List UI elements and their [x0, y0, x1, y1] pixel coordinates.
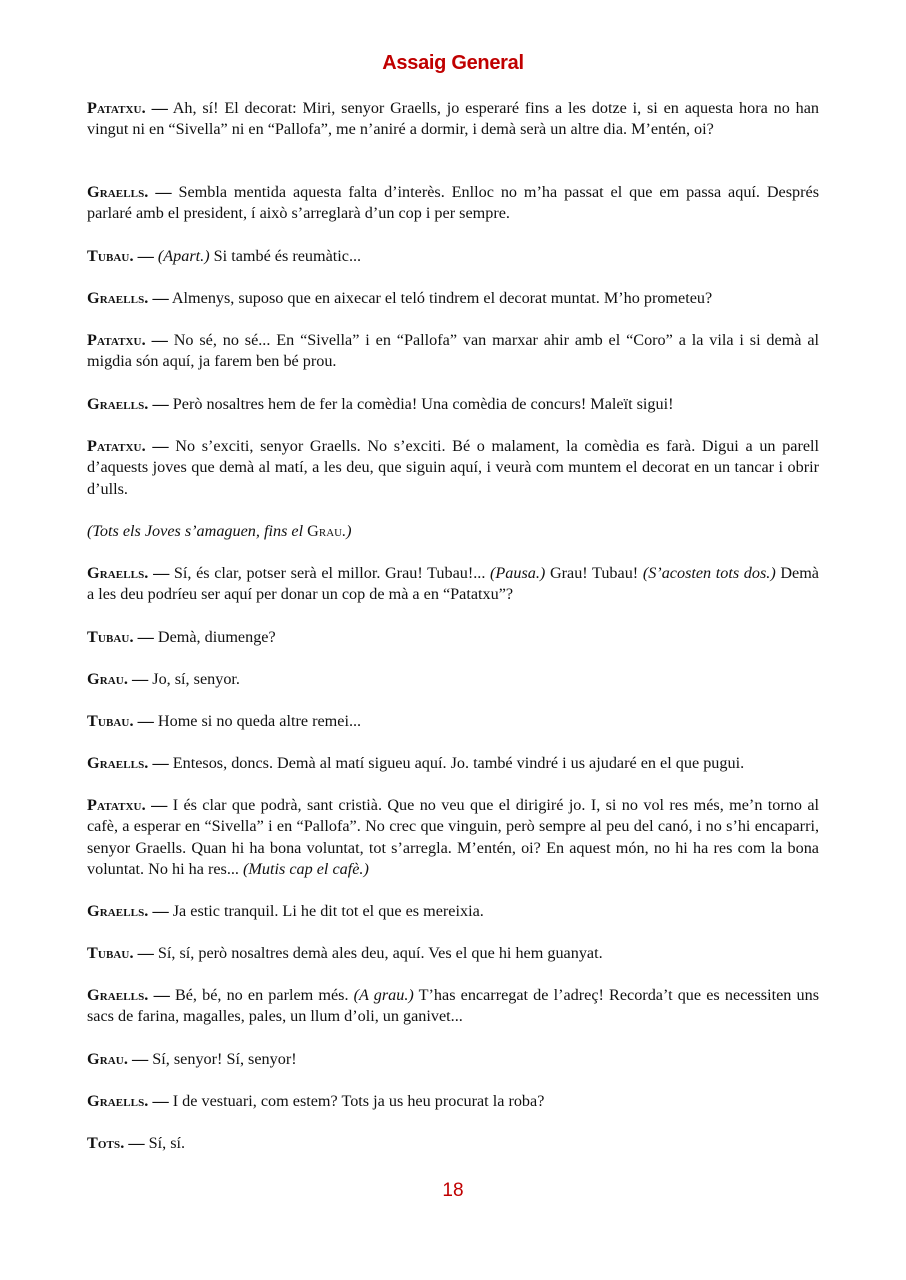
speaker-dash: — [132, 1050, 149, 1068]
dialogue-line [87, 182, 819, 225]
dialogue-text: No s’exciti, senyor Graells. No s’exciti. Bé o malament, la comèdia es farà. Digui a un parell d’aquests joves que demà al matí, a les deu, que siguin aquí, i veurà com muntem el decorat en un tancar i obrir d’ulls. [87, 437, 820, 498]
dialogue-text: Però nosaltres hem de fer la comèdia! Una comèdia de concurs! Maleït sigui! [172, 395, 674, 413]
dialogue-line [87, 901, 819, 922]
dialogue-text: Sí, és clar, potser serà el millor. Grau! Tubau!... [173, 564, 491, 582]
dialogue-line [87, 436, 819, 500]
dialogue-text: Bé, bé, no en parlem més. [174, 986, 354, 1004]
speaker-name: Grau. [87, 670, 128, 688]
speaker-name: Graells. [87, 986, 149, 1004]
dialogue-text: I és clar que podrà, sant cristià. Que no veu que el dirigiré jo. I, si no vol res més, me’n torno al cafè, a esperar en “Sivella” i en “Pallofa”. No crec que vinguin, però sempre al peu del canó, i no s’hi encaparri, senyor Graells. Quan hi ha bona voluntat, tot s’arregla. M’entén, oi? En aquest món, no hi ha res com la bona voluntat. No hi ha res... [87, 796, 820, 878]
speaker-dash: — [137, 712, 154, 730]
speaker-name: Patatxu. [87, 437, 146, 455]
speaker-name: Tubau. [87, 247, 134, 265]
dialogue-line [87, 563, 819, 606]
dialogue-text: Jo, sí, senyor. [152, 670, 240, 688]
speaker-dash: — [132, 670, 149, 688]
dialogue-text: Sí, sí, però nosaltres demà ales deu, aquí. Ves el que hi hem guanyat. [157, 944, 603, 962]
speaker-dash: — [152, 395, 169, 413]
stage-direction-text: (Apart.) [157, 247, 210, 265]
dialogue-text: I de vestuari, com estem? Tots ja us heu procurat la roba? [172, 1092, 545, 1110]
speaker-dash: — [152, 754, 169, 772]
page-number: 18 [442, 1180, 464, 1201]
dialogue-text: Ja estic tranquil. Li he dit tot el que es mereixia. [172, 902, 484, 920]
dialogue-line [87, 795, 819, 880]
dialogue-text: Demà, diumenge? [157, 628, 276, 646]
dialogue-text: Sí, sí. [148, 1134, 186, 1152]
dialogue-line [87, 1049, 819, 1070]
dialogue-text: Sí, senyor! Sí, senyor! [152, 1050, 297, 1068]
stage-direction-text: (Pausa.) [490, 564, 546, 582]
speaker-name: Patatxu. [87, 796, 146, 814]
speaker-dash: — [137, 944, 154, 962]
speaker-dash: — [152, 1092, 169, 1110]
dialogue-text: Grau! Tubau! [545, 564, 643, 582]
stage-direction-text: (Mutis cap el cafè.) [243, 859, 369, 878]
dialogue-text: Entesos, doncs. Demà al matí sigueu aquí. Jo. també vindré i us ajudaré en el que pugui. [172, 754, 745, 772]
speaker-name: Patatxu. [87, 331, 146, 349]
dialogue-text: Almenys, suposo que en aixecar el teló tindrem el decorat muntat. M’ho prometeu? [171, 289, 713, 307]
speaker-dash: — [153, 564, 170, 582]
stage-direction-text: (Tots els Joves s’amaguen, fins el [87, 522, 308, 540]
dialogue-line [87, 330, 819, 373]
speaker-name: Patatxu. [87, 99, 146, 117]
speaker-dash: — [128, 1134, 145, 1152]
speaker-dash: — [152, 289, 169, 307]
dialogue-line [87, 985, 819, 1028]
speaker-dash: — [137, 247, 154, 265]
dialogue-line [87, 627, 819, 648]
dialogue-line [87, 246, 819, 267]
speaker-name: Graells. [87, 754, 149, 772]
dialogue-line [87, 1133, 819, 1154]
speaker-name: Tots. [87, 1134, 125, 1152]
page-title: Assaig General [382, 52, 524, 74]
dialogue-text: No sé, no sé... En “Sivella” i en “Pallofa” van marxar ahir amb el “Coro” a la vila i si demà al migdia són aquí, ja farem ben bé prou. [87, 331, 820, 371]
dialogue-text: Sembla mentida aquesta falta d’interès. Enlloc no m’ha passat el que em passa aquí. Després parlaré amb el president, í això s’arreglarà d’un cop i per sempre. [87, 183, 820, 223]
dialogue-line [87, 711, 819, 732]
speaker-dash: — [151, 99, 168, 117]
speaker-dash: — [152, 437, 169, 455]
speaker-name: Tubau. [87, 712, 134, 730]
dialogue-line [87, 753, 819, 774]
dialogue-text: T’has encarregat de l’adreç! Recorda’t que es necessiten uns sacs de farina, magalles, pales, un llum d’oli, un ganivet... [87, 986, 819, 1026]
dialogue-line [87, 98, 819, 141]
stage-direction [87, 521, 819, 542]
dialogue-text: Home si no queda altre remei... [157, 712, 362, 730]
speaker-dash: — [155, 183, 172, 201]
stage-direction-text: .) [342, 522, 352, 540]
dialogue-line [87, 943, 819, 964]
speaker-dash: — [151, 331, 168, 349]
dialogue-line [87, 1091, 819, 1112]
stage-direction-text: (A grau.) [353, 986, 414, 1004]
character-name: Grau [307, 522, 343, 540]
speaker-dash: — [151, 796, 168, 814]
speaker-dash: — [137, 628, 154, 646]
speaker-name: Graells. [87, 564, 149, 582]
speaker-name: Graells. [87, 183, 149, 201]
speaker-dash: — [153, 986, 170, 1004]
dialogue-text: Si també és reumàtic... [209, 247, 362, 265]
speaker-name: Tubau. [87, 944, 134, 962]
speaker-name: Graells. [87, 395, 149, 413]
speaker-name: Grau. [87, 1050, 128, 1068]
speaker-name: Graells. [87, 1092, 149, 1110]
stage-direction-text: (S’acosten tots dos.) [642, 564, 776, 582]
speaker-name: Tubau. [87, 628, 134, 646]
speaker-name: Graells. [87, 902, 149, 920]
dialogue-line [87, 288, 819, 309]
dialogue-line [87, 394, 819, 415]
speaker-name: Graells. [87, 289, 149, 307]
speaker-dash: — [152, 902, 169, 920]
dialogue-line [87, 669, 819, 690]
dialogue-text: Demà a les deu podríeu ser aquí per donar un cop de mà a en “Patatxu”? [87, 564, 819, 604]
dialogue-text: Ah, sí! El decorat: Miri, senyor Graells, jo esperaré fins a les dotze i, si en aquesta hora no han vingut ni en “Sivella” ni en “Pallofa”, me n’aniré a dormir, i demà serà un altre dia. M’entén, oi? [87, 99, 820, 139]
